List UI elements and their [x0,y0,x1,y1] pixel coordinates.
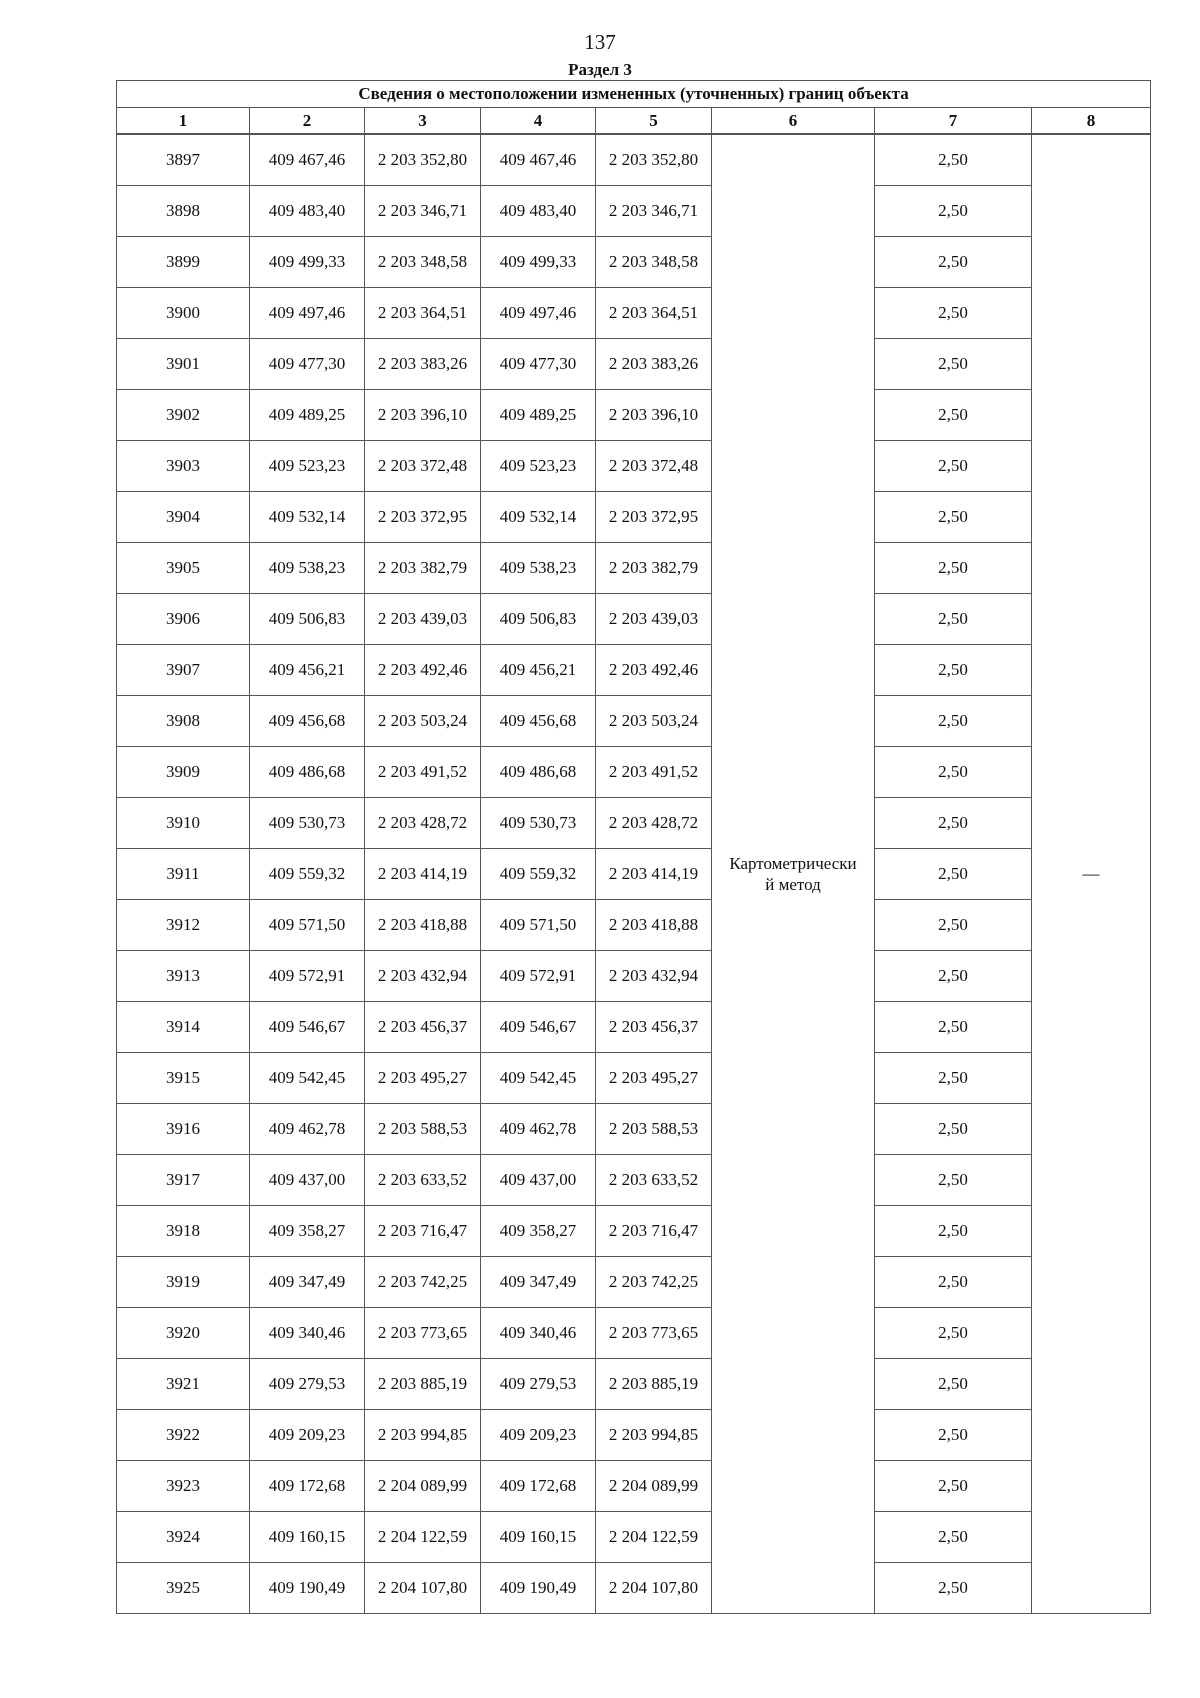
cell-c7: 2,50 [875,288,1032,339]
table-row [117,1206,1151,1257]
cell-c2: 409 456,68 [250,696,365,747]
cell-c2: 409 477,30 [250,339,365,390]
cell-c7: 2,50 [875,1563,1032,1614]
cell-c1: 3912 [117,900,250,951]
cell-c2: 409 347,49 [250,1257,365,1308]
cell-c4: 409 172,68 [481,1461,596,1512]
column-header: 4 [481,108,596,135]
cell-c1: 3917 [117,1155,250,1206]
cell-c3: 2 203 491,52 [365,747,481,798]
boundary-coordinates-table [116,80,1151,1614]
table-row [117,798,1151,849]
cell-c5: 2 203 491,52 [596,747,712,798]
table-row [117,849,1151,900]
cell-c3: 2 203 383,26 [365,339,481,390]
cell-c4: 409 190,49 [481,1563,596,1614]
table-row [117,951,1151,1002]
cell-c7: 2,50 [875,1155,1032,1206]
cell-c4: 409 483,40 [481,186,596,237]
table-row [117,1410,1151,1461]
cell-c1: 3921 [117,1359,250,1410]
table-row [117,696,1151,747]
cell-c2: 409 571,50 [250,900,365,951]
cell-c4: 409 340,46 [481,1308,596,1359]
cell-c7: 2,50 [875,747,1032,798]
cell-c5: 2 203 885,19 [596,1359,712,1410]
cell-c2: 409 506,83 [250,594,365,645]
method-text-line1: Картометрически [729,854,857,873]
cell-c2: 409 456,21 [250,645,365,696]
table-row [117,186,1151,237]
table-row [117,1359,1151,1410]
cell-c3: 2 203 382,79 [365,543,481,594]
cell-c7: 2,50 [875,951,1032,1002]
cell-c3: 2 203 588,53 [365,1104,481,1155]
cell-c1: 3923 [117,1461,250,1512]
cell-c2: 409 190,49 [250,1563,365,1614]
cell-c2: 409 497,46 [250,288,365,339]
cell-c2: 409 572,91 [250,951,365,1002]
cell-c5: 2 203 352,80 [596,134,712,186]
table-row [117,1563,1151,1614]
table-row [117,339,1151,390]
table-row [117,1104,1151,1155]
cell-c3: 2 203 994,85 [365,1410,481,1461]
cell-c7: 2,50 [875,1257,1032,1308]
cell-c4: 409 506,83 [481,594,596,645]
cell-c5: 2 203 348,58 [596,237,712,288]
column-header: 8 [1032,108,1151,135]
cell-c3: 2 203 633,52 [365,1155,481,1206]
cell-c4: 409 358,27 [481,1206,596,1257]
cell-c1: 3924 [117,1512,250,1563]
cell-c1: 3898 [117,186,250,237]
table-row [117,747,1151,798]
cell-c3: 2 203 503,24 [365,696,481,747]
method-cell [712,134,875,1614]
cell-c3: 2 203 428,72 [365,798,481,849]
page-number: 137 [584,30,616,54]
cell-c5: 2 203 432,94 [596,951,712,1002]
cell-c5: 2 204 089,99 [596,1461,712,1512]
table-row [117,900,1151,951]
table-row [117,1512,1151,1563]
column-header: 7 [875,108,1032,135]
cell-c4: 409 523,23 [481,441,596,492]
column-header: 6 [712,108,875,135]
cell-c1: 3918 [117,1206,250,1257]
cell-c7: 2,50 [875,1410,1032,1461]
cell-c4: 409 477,30 [481,339,596,390]
cell-c5: 2 203 383,26 [596,339,712,390]
cell-c7: 2,50 [875,1002,1032,1053]
cell-c4: 409 546,67 [481,1002,596,1053]
cell-c5: 2 203 495,27 [596,1053,712,1104]
cell-c3: 2 203 773,65 [365,1308,481,1359]
cell-c1: 3925 [117,1563,250,1614]
table-row [117,390,1151,441]
cell-c1: 3901 [117,339,250,390]
column-header: 3 [365,108,481,135]
table-row [117,288,1151,339]
cell-c5: 2 203 418,88 [596,900,712,951]
cell-c1: 3904 [117,492,250,543]
cell-c5: 2 203 456,37 [596,1002,712,1053]
cell-c4: 409 467,46 [481,134,596,186]
cell-c3: 2 203 352,80 [365,134,481,186]
cell-c3: 2 203 742,25 [365,1257,481,1308]
cell-c4: 409 437,00 [481,1155,596,1206]
cell-c2: 409 462,78 [250,1104,365,1155]
cell-c2: 409 437,00 [250,1155,365,1206]
cell-c4: 409 559,32 [481,849,596,900]
cell-c1: 3919 [117,1257,250,1308]
cell-c5: 2 203 588,53 [596,1104,712,1155]
cell-c3: 2 203 495,27 [365,1053,481,1104]
cell-c3: 2 203 414,19 [365,849,481,900]
cell-c4: 409 462,78 [481,1104,596,1155]
cell-c5: 2 203 492,46 [596,645,712,696]
cell-c4: 409 456,68 [481,696,596,747]
cell-c4: 409 538,23 [481,543,596,594]
cell-c1: 3914 [117,1002,250,1053]
cell-c1: 3902 [117,390,250,441]
table-row [117,645,1151,696]
cell-c3: 2 203 456,37 [365,1002,481,1053]
cell-c5: 2 203 503,24 [596,696,712,747]
cell-c4: 409 489,25 [481,390,596,441]
cell-c2: 409 538,23 [250,543,365,594]
cell-c5: 2 203 414,19 [596,849,712,900]
cell-c7: 2,50 [875,1359,1032,1410]
cell-c5: 2 203 372,48 [596,441,712,492]
table-row [117,543,1151,594]
cell-c3: 2 203 492,46 [365,645,481,696]
cell-c2: 409 559,32 [250,849,365,900]
cell-c3: 2 203 716,47 [365,1206,481,1257]
column-header: 5 [596,108,712,135]
table-row [117,134,1151,186]
method-text-line2: й метод [765,875,821,894]
cell-c2: 409 160,15 [250,1512,365,1563]
cell-c4: 409 571,50 [481,900,596,951]
cell-c1: 3920 [117,1308,250,1359]
cell-c7: 2,50 [875,1053,1032,1104]
cell-c1: 3913 [117,951,250,1002]
cell-c4: 409 497,46 [481,288,596,339]
cell-c7: 2,50 [875,390,1032,441]
cell-c2: 409 532,14 [250,492,365,543]
table-row [117,237,1151,288]
cell-c3: 2 203 372,48 [365,441,481,492]
cell-c5: 2 203 742,25 [596,1257,712,1308]
cell-c7: 2,50 [875,1461,1032,1512]
table-caption: Сведения о местоположении измененных (уточненных) границ объекта [117,81,1151,108]
cell-c5: 2 203 716,47 [596,1206,712,1257]
cell-c2: 409 279,53 [250,1359,365,1410]
table-row [117,594,1151,645]
cell-c7: 2,50 [875,1512,1032,1563]
table-caption-row [117,81,1151,108]
cell-c7: 2,50 [875,849,1032,900]
table-row [117,1002,1151,1053]
cell-c5: 2 203 994,85 [596,1410,712,1461]
cell-c5: 2 203 439,03 [596,594,712,645]
cell-c5: 2 203 382,79 [596,543,712,594]
cell-c7: 2,50 [875,441,1032,492]
cell-c7: 2,50 [875,594,1032,645]
cell-c5: 2 204 122,59 [596,1512,712,1563]
cell-c4: 409 486,68 [481,747,596,798]
cell-c7: 2,50 [875,900,1032,951]
table-row [117,492,1151,543]
table-row [117,441,1151,492]
cell-c1: 3908 [117,696,250,747]
cell-c3: 2 203 418,88 [365,900,481,951]
cell-c2: 409 546,67 [250,1002,365,1053]
cell-c2: 409 209,23 [250,1410,365,1461]
cell-c3: 2 204 089,99 [365,1461,481,1512]
cell-c1: 3922 [117,1410,250,1461]
cell-c2: 409 340,46 [250,1308,365,1359]
cell-c2: 409 489,25 [250,390,365,441]
cell-c4: 409 456,21 [481,645,596,696]
cell-c4: 409 542,45 [481,1053,596,1104]
cell-c4: 409 279,53 [481,1359,596,1410]
cell-c3: 2 203 348,58 [365,237,481,288]
cell-c1: 3899 [117,237,250,288]
cell-c1: 3900 [117,288,250,339]
cell-c3: 2 203 885,19 [365,1359,481,1410]
cell-c7: 2,50 [875,1308,1032,1359]
cell-c5: 2 203 364,51 [596,288,712,339]
cell-c7: 2,50 [875,492,1032,543]
cell-c4: 409 347,49 [481,1257,596,1308]
cell-c3: 2 203 396,10 [365,390,481,441]
cell-c7: 2,50 [875,186,1032,237]
cell-c3: 2 203 372,95 [365,492,481,543]
column-header: 1 [117,108,250,135]
cell-c7: 2,50 [875,1104,1032,1155]
cell-c4: 409 572,91 [481,951,596,1002]
cell-c1: 3903 [117,441,250,492]
cell-c1: 3906 [117,594,250,645]
cell-c4: 409 209,23 [481,1410,596,1461]
cell-c1: 3916 [117,1104,250,1155]
cell-c2: 409 486,68 [250,747,365,798]
table-row [117,1257,1151,1308]
column-header-row [117,108,1151,135]
cell-c5: 2 203 372,95 [596,492,712,543]
cell-c4: 409 499,33 [481,237,596,288]
cell-c5: 2 203 773,65 [596,1308,712,1359]
cell-c7: 2,50 [875,543,1032,594]
cell-c3: 2 203 432,94 [365,951,481,1002]
cell-c3: 2 203 439,03 [365,594,481,645]
cell-c4: 409 532,14 [481,492,596,543]
cell-c3: 2 204 107,80 [365,1563,481,1614]
cell-c5: 2 203 346,71 [596,186,712,237]
cell-c7: 2,50 [875,1206,1032,1257]
cell-c7: 2,50 [875,134,1032,186]
table-row [117,1461,1151,1512]
cell-c1: 3897 [117,134,250,186]
cell-c1: 3915 [117,1053,250,1104]
cell-c4: 409 160,15 [481,1512,596,1563]
table-row [117,1308,1151,1359]
cell-c3: 2 203 346,71 [365,186,481,237]
cell-c7: 2,50 [875,237,1032,288]
column-header: 2 [250,108,365,135]
cell-c5: 2 203 633,52 [596,1155,712,1206]
cell-c5: 2 203 396,10 [596,390,712,441]
cell-c2: 409 542,45 [250,1053,365,1104]
cell-c4: 409 530,73 [481,798,596,849]
cell-c2: 409 483,40 [250,186,365,237]
cell-c7: 2,50 [875,798,1032,849]
cell-c1: 3909 [117,747,250,798]
cell-c2: 409 530,73 [250,798,365,849]
column8-cell: — [1032,134,1151,1614]
cell-c2: 409 358,27 [250,1206,365,1257]
cell-c7: 2,50 [875,339,1032,390]
cell-c7: 2,50 [875,645,1032,696]
cell-c1: 3905 [117,543,250,594]
table-row [117,1155,1151,1206]
cell-c5: 2 204 107,80 [596,1563,712,1614]
cell-c1: 3907 [117,645,250,696]
table-row [117,1053,1151,1104]
cell-c2: 409 523,23 [250,441,365,492]
section-title: Раздел 3 [568,60,632,79]
cell-c7: 2,50 [875,696,1032,747]
cell-c1: 3911 [117,849,250,900]
cell-c2: 409 467,46 [250,134,365,186]
cell-c2: 409 172,68 [250,1461,365,1512]
cell-c5: 2 203 428,72 [596,798,712,849]
cell-c2: 409 499,33 [250,237,365,288]
cell-c3: 2 203 364,51 [365,288,481,339]
cell-c1: 3910 [117,798,250,849]
cell-c3: 2 204 122,59 [365,1512,481,1563]
